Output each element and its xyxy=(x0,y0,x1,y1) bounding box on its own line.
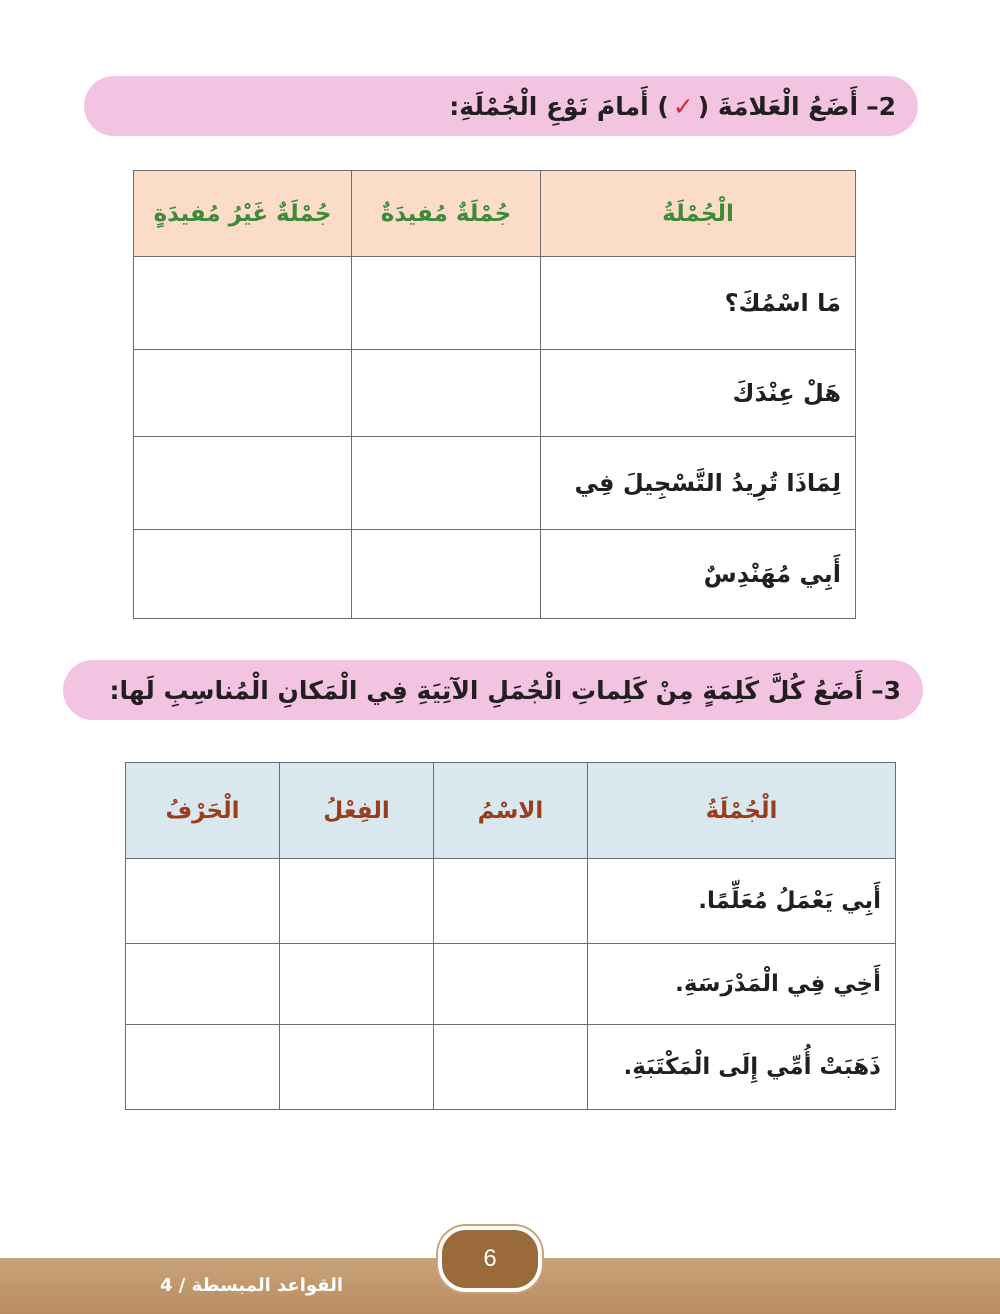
exercise-3-instruction xyxy=(63,660,923,720)
sentence-cell: لِمَاذَا تُرِيدُ التَّسْجِيلَ فِي xyxy=(541,437,856,530)
exercise-3-number: 3– xyxy=(871,675,901,705)
header-noun: الاسْمُ xyxy=(434,763,588,859)
verb-answer-cell[interactable] xyxy=(280,1025,434,1110)
exercise-3-instruction-text: أَضَعُ كُلَّ كَلِمَةٍ مِنْ كَلِماتِ الْجُمَلِ الآتِيَةِ فِي الْمَكانِ الْمُناسِبِ لَها: xyxy=(109,675,864,705)
table-row xyxy=(126,944,896,1025)
sentence-cell: أَخِي فِي الْمَدْرَسَةِ. xyxy=(588,944,896,1025)
particle-answer-cell[interactable] xyxy=(126,859,280,944)
header-sentence: الْجُمْلَةُ xyxy=(541,171,856,257)
exercise-2-instruction-end: ) أَمامَ نَوْعِ الْجُمْلَةِ: xyxy=(449,91,669,121)
exercise-2-instruction xyxy=(84,76,918,136)
verb-answer-cell[interactable] xyxy=(280,859,434,944)
header-particle: الْحَرْفُ xyxy=(126,763,280,859)
page-number: 6 xyxy=(483,1245,497,1272)
sentence-cell: أَبِي يَعْمَلُ مُعَلِّمًا. xyxy=(588,859,896,944)
not-useful-check-cell[interactable] xyxy=(134,350,352,437)
table-row xyxy=(134,437,856,530)
useful-check-cell[interactable] xyxy=(352,437,541,530)
check-mark-icon: ✓ xyxy=(672,91,694,121)
not-useful-check-cell[interactable] xyxy=(134,437,352,530)
header-verb: الفِعْلُ xyxy=(280,763,434,859)
sentence-cell: مَا اسْمُكَ؟ xyxy=(541,257,856,350)
table-row xyxy=(134,257,856,350)
noun-answer-cell[interactable] xyxy=(434,859,588,944)
header-sentence: الْجُمْلَةُ xyxy=(588,763,896,859)
noun-answer-cell[interactable] xyxy=(434,1025,588,1110)
table-row xyxy=(134,530,856,619)
exercise-2-number: 2– xyxy=(866,91,896,121)
particle-answer-cell[interactable] xyxy=(126,944,280,1025)
header-not-useful-sentence: جُمْلَةٌ غَيْرُ مُفيدَةٍ xyxy=(134,171,352,257)
sentence-type-table xyxy=(133,170,856,619)
useful-check-cell[interactable] xyxy=(352,257,541,350)
table-row xyxy=(134,350,856,437)
verb-answer-cell[interactable] xyxy=(280,944,434,1025)
word-classification-table xyxy=(125,762,896,1110)
header-useful-sentence: جُمْلَةٌ مُفيدَةٌ xyxy=(352,171,541,257)
not-useful-check-cell[interactable] xyxy=(134,257,352,350)
not-useful-check-cell[interactable] xyxy=(134,530,352,619)
exercise-2-instruction-start: أَضَعُ الْعَلامَةَ ( xyxy=(697,91,859,121)
sentence-cell: أَبِي مُهَنْدِسٌ xyxy=(541,530,856,619)
sentence-cell: هَلْ عِنْدَكَ xyxy=(541,350,856,437)
sentence-cell: ذَهَبَتْ أُمِّي إِلَى الْمَكْتَبَةِ. xyxy=(588,1025,896,1110)
particle-answer-cell[interactable] xyxy=(126,1025,280,1110)
noun-answer-cell[interactable] xyxy=(434,944,588,1025)
page-number-badge xyxy=(438,1226,542,1292)
table-row xyxy=(126,1025,896,1110)
book-title: القواعد المبسطة / 4 xyxy=(160,1275,344,1296)
useful-check-cell[interactable] xyxy=(352,530,541,619)
table-row xyxy=(126,859,896,944)
useful-check-cell[interactable] xyxy=(352,350,541,437)
